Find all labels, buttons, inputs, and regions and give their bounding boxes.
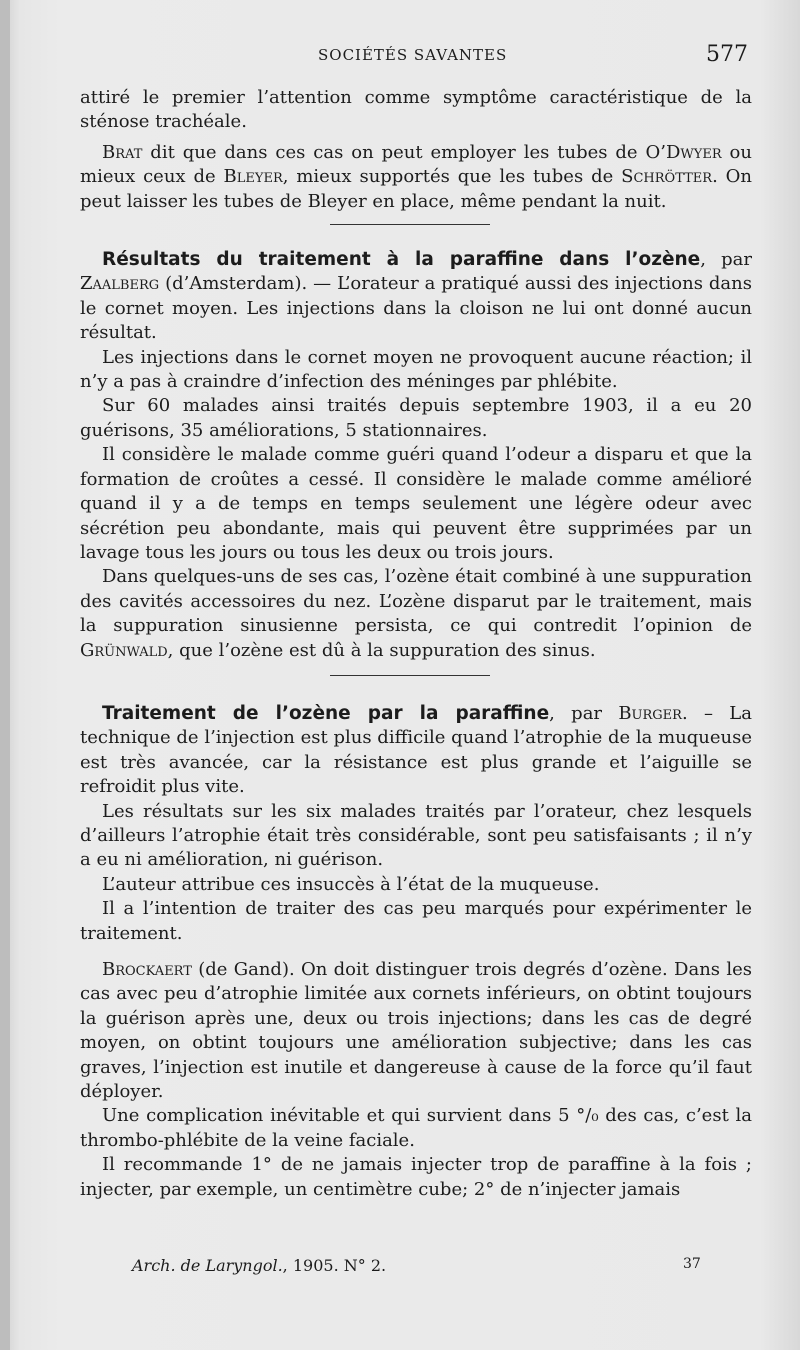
paragraph-brockaert: Brockaert (de Gand). On doit distinguer trois degrés d’ozène. Dans les cas avec peu d’atrophie limitée aux cornets inférieurs, on obtint toujours la guérison après une, deux ou trois injections; dans les cas de degré moyen, on obtint toujours une amélioration subjective; dans les cas graves, l’injection est inutile et dangereuse à cause de la force qu’il faut déployer. xyxy=(80,959,752,1103)
section-burger-heading-paragraph: Traitement de l’ozène par la paraffine, par Burger. – La technique de l’injection est plus difficile quand l’atrophie de la muqueuse est très avancée, car la résistance est plus grande et l’aiguille se refroidit plus vite. xyxy=(80,702,752,798)
paragraph: Il recommande 1° de ne jamais injecter trop de paraffine à la fois ; injecter, par exemple, un centimètre cube; 2° de n’injecter jamais xyxy=(80,1154,752,1200)
paragraph: Une complication inévitable et qui survient dans 5 °/₀ des cas, c’est la thrombo-phlébite de la veine faciale. xyxy=(80,1105,752,1151)
paragraph-brat: Brat dit que dans ces cas on peut employer les tubes de O’Dwyer ou mieux ceux de Bleyer, mieux supportés que les tubes de Schrötter. On peut laisser les tubes de Bleyer en place, même pendant la nuit. xyxy=(80,141,753,212)
author-name: Burger xyxy=(618,702,682,724)
cited-name: O’Dwyer xyxy=(645,141,722,163)
cited-name: Bleyer xyxy=(223,166,283,188)
paragraph: Sur 60 malades ainsi traités depuis septembre 1903, il a eu 20 guérisons, 35 améliorations, 5 stationnaires. xyxy=(80,395,752,441)
section-divider xyxy=(330,224,490,225)
page-binding-edge xyxy=(0,0,10,1350)
body-text xyxy=(80,86,752,1202)
author-name: Brockaert xyxy=(102,959,192,980)
paragraph: Il considère le malade comme guéri quand l’odeur a disparu et que la formation de croûtes a cessé. Il considère le malade comme amélioré quand il y a de temps en temps seulement une légère odeur avec sécrétion peu abondante, mais qui peuvent être supprimées par un lavage tous les jours ou tous les deux ou trois jours. xyxy=(80,444,752,563)
paragraph-continuation: attiré le premier l’attention comme symptôme caractéristique de la sténose trachéale. xyxy=(80,87,752,133)
author-name: Brat xyxy=(102,141,143,163)
page-number: 577 xyxy=(706,42,748,67)
paragraph: L’auteur attribue ces insuccès à l’état de la muqueuse. xyxy=(102,873,600,895)
section-title: Résultats du traitement à la paraffine dans l’ozène xyxy=(102,249,701,271)
journal-reference: Arch. de Laryngol., 1905. N° 2. xyxy=(132,1256,387,1275)
section-divider xyxy=(330,675,490,676)
paragraph: Dans quelques-uns de ses cas, l’ozène était combiné à une suppuration des cavités accessoires du nez. L’ozène disparut par le traitement, mais la suppuration sinusienne persista, ce qui contredit l’opinion de Grünwald, que l’ozène est dû à la suppuration des sinus. xyxy=(80,566,752,661)
section-zaalberg-heading-paragraph: Résultats du traitement à la paraffine dans l’ozène, par Zaalberg (d’Amsterdam). — L’orateur a pratiqué aussi des injections dans le cornet moyen. Les injections dans la cloison ne lui ont donné aucun résultat. xyxy=(80,249,752,344)
cited-name: Grünwald xyxy=(80,639,168,661)
paragraph: Il a l’intention de traiter des cas peu marqués pour expérimenter le traitement. xyxy=(80,898,752,944)
page-header xyxy=(0,42,800,66)
running-head: SOCIÉTÉS SAVANTES xyxy=(318,46,508,64)
section-title: Traitement de l’ozène par la paraffine xyxy=(102,702,550,724)
page-footer xyxy=(0,1254,800,1278)
signature-mark: 37 xyxy=(683,1256,701,1272)
paragraph: Les résultats sur les six malades traités par l’orateur, chez lesquels d’ailleurs l’atrophie était très considérable, sont peu satisfaisants ; il n’y a eu ni amélioration, ni guérison. xyxy=(80,800,752,871)
cited-name: Schrötter xyxy=(621,166,713,188)
author-name: Zaalberg xyxy=(80,273,160,295)
paragraph: Les injections dans le cornet moyen ne provoquent aucune réaction; il n’y a pas à craindre d’infection des méninges par phlébite. xyxy=(80,346,752,393)
